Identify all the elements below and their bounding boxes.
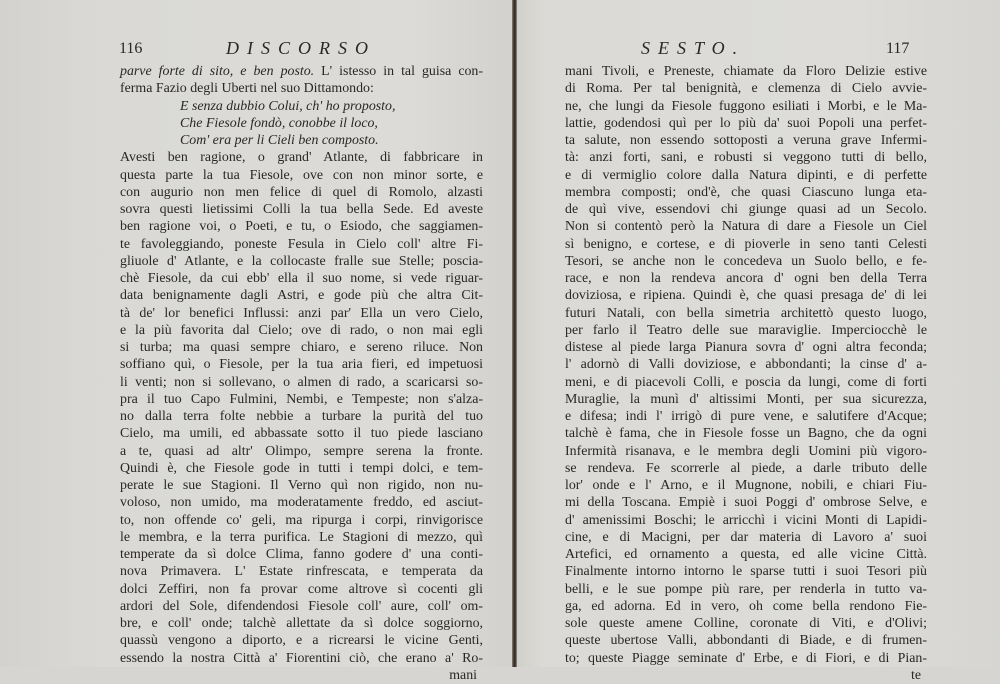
verse-line: E senza dubbio Colui, ch' ho proposto,: [180, 98, 396, 114]
text-line: e di vermiglio colore dalla Natura dipinti, e di perfette: [565, 167, 927, 183]
text-line: perate le sue Stagioni. Il Verno quì non rigido, non nu-: [120, 478, 483, 493]
text-line: mani Tivoli, e Preneste, chiamate da Floro Delizie estive: [565, 64, 927, 79]
text-line: li venti; non si sollevano, o almen di rado, a scaricarsi so-: [120, 374, 483, 390]
text-line: di Roma. Per tal benignità, e clemenza di Cielo avvie-: [565, 81, 927, 97]
verse-line: Com' era per li Cieli ben composto.: [180, 133, 379, 148]
text-line: tà de' lor benefici Influssi: anzi par' Ella un vero Cielo,: [120, 305, 483, 321]
text-line: de quì vive, essendovi chi giunge quasi ad un Secolo.: [565, 202, 927, 217]
text-line: lor' onde e l' Arno, e il Mugnone, nobili, e chiari Fiu-: [565, 478, 927, 493]
italic-quote: parve forte di sito, e ben posto.: [120, 64, 315, 79]
text-line: to; queste Piagge seminate d' Erbe, e di Fiori, e di Pian-: [565, 650, 927, 666]
left-page-body: [120, 63, 483, 684]
text-line: ben ragione voi, o Poeti, e tu, o Esiodo, che saggiamen-: [120, 219, 483, 235]
text-line: d' amenissimi Boschi; le arricchì i vicini Monti di Lapidi-: [565, 512, 927, 528]
text-line: voloso, non umido, ma moderatamente freddo, ed asciut-: [120, 495, 483, 511]
text-line: tà: anzi forti, sani, e robusti si veggono tutti di bello,: [565, 150, 927, 166]
text-line: nova Primavera. L' Estate rinfrescata, e temperata da: [120, 564, 483, 580]
text-line: [120, 63, 483, 80]
text-line: quassù vengono a diporto, e a ricrearsi le vicine Genti,: [120, 633, 483, 649]
running-head: DISCORSO: [226, 38, 376, 58]
text-line: a te, quasi ad altr' Olimpo, sempre serena la fronte.: [120, 443, 483, 459]
text-line: bre, e coll' onde; talchè allettate da sì dolce soggiorno,: [120, 616, 483, 631]
text-line: Cielo, ma umili, ed abbassate sotto il tuo piede lasciano: [120, 426, 483, 442]
right-page-body: [565, 63, 927, 684]
text-line: ne, che lungi da Fiesole fuggono esiliati i Morbi, e le Ma-: [565, 98, 927, 114]
text-line: sovra questi lietissimi Colli la tua bella Sede. Ed aveste: [120, 202, 483, 217]
text-span: L' istesso in tal guisa con-: [314, 64, 483, 79]
text-line: Tesori, se anche non le concedeva un Suolo bello, e fe-: [565, 253, 927, 269]
text-line: no dalla terra folte nebbie a turbare la purità del tuo: [120, 409, 483, 424]
text-line: sole queste amene Colline, coronate di Viti, e d'Olivi;: [565, 616, 927, 631]
text-line: Quindi è, che Fiesole gode in tutti i tempi dolci, e tem-: [120, 460, 483, 476]
text-line: se rendeva. Fe scorrerle al piede, a darle tributo delle: [565, 460, 927, 476]
text-line: ardori del Sole, difendendosi Fiesole coll' aure, coll' om-: [120, 598, 483, 614]
text-line: talchè è fama, che in Fiesole fosse un Bagno, che da ogni: [565, 426, 927, 442]
text-line: sì benigno, e cortese, e di pioverle in seno tanti Celesti: [565, 236, 927, 252]
book-gutter: [512, 0, 517, 667]
text-line: meni, e di piacevoli Colli, e poscia da lungi, come di forti: [565, 374, 927, 390]
text-line: con augurio non men felice di quel di Romolo, alzasti: [120, 184, 483, 200]
text-line: doviziosa, e ripiena. Quindi è, che quasi presaga de' di lei: [565, 288, 927, 304]
running-head: SESTO.: [641, 38, 746, 58]
text-line: race, e non la rendeva ancora d' ogni ben della Terra: [565, 271, 927, 286]
text-line: Infermità risanava, e le membra degli Uomini più vigoro-: [565, 443, 927, 459]
text-line: essendo la nostra Città a' Fiorentini ciò, che erano a' Ro-: [120, 650, 483, 666]
page-number: 116: [119, 40, 143, 57]
text-line: Non si contentò però la Natura di dare a Fiesole un Ciel: [565, 219, 927, 235]
page-number: 117: [886, 40, 910, 57]
text-line: ta salute, non essendo sottoposti a veruna grave Infermi-: [565, 133, 927, 148]
text-line: mi della Toscana. Empiè i suoi Poggi d' ombrose Selve, e: [565, 495, 927, 511]
text-line: cine, e di Macigni, per dar materia di Lavoro a' suoi: [565, 529, 927, 545]
text-line: e difesa; indi l' irrigò di pure vene, e salutifere d'Acque;: [565, 409, 927, 424]
right-page: [514, 0, 1000, 683]
text-line: ga, ed adorna. Ed in vero, oh come bella rendono Fie-: [565, 598, 927, 614]
verse-line: Che Fiesole fondò, conobbe il loco,: [180, 115, 378, 131]
text-line: data benignamente dagli Astri, e gode più che altra Cit-: [120, 288, 483, 304]
text-line: soffiano quì, o Fiesole, per la tua aria fieri, ed impetuosi: [120, 357, 483, 373]
text-line: to, non offende co' geli, ma ripurga i corpi, rinvigorisce: [120, 512, 483, 528]
catchword: mani: [449, 667, 477, 683]
text-line: pra il tuo Capo Fulmini, Nembi, e Tempeste; non s'alza-: [120, 391, 483, 407]
text-line: membra composti; ond'è, che quasi Ciascuno lunga eta-: [565, 184, 927, 200]
text-line: lattie, godendosi quì per lo più da' suoi Popoli una perfet-: [565, 115, 927, 131]
text-line: per farlo il Teatro delle sue maraviglie. Imperciocchè le: [565, 322, 927, 338]
text-line: te favoleggiando, poneste Fesula in Cielo coll' altre Fi-: [120, 236, 483, 252]
text-line: chè Fiesole, da cui ebb' ella il suo nome, si vede riguar-: [120, 271, 483, 286]
text-line: le membra, e la terra purifica. Le Stagioni di mezzo, quì: [120, 529, 483, 545]
text-line: distese al piede larga Pianura sovra d' ogni altra feconda;: [565, 340, 927, 355]
text-line: belli, e le sue pompe più rare, per renderla in tutto va-: [565, 581, 927, 597]
text-line: Avesti ben ragione, o grand' Atlante, di fabbricare in: [120, 150, 483, 166]
text-line: Muraglie, la munì d' altissimi Monti, per sua sicurezza,: [565, 391, 927, 407]
left-page-header: [0, 38, 514, 62]
text-line: queste ubertose Valli, abbondanti di Biade, e di frumen-: [565, 633, 927, 649]
text-line: gliuole d' Atlante, e la collocaste fralle sue Stelle; poscia-: [120, 253, 483, 269]
catchword: te: [910, 667, 921, 683]
text-line: questa parte la tua Fiesole, ove con non minor sorte, e: [120, 167, 483, 183]
text-line: temperate da sì dolce Clima, fanno godere d' una conti-: [120, 547, 483, 562]
text-line: ferma Fazio degli Uberti nel suo Dittamondo:: [120, 81, 374, 97]
right-page-header: [514, 38, 1000, 62]
text-line: Finalmente intorno intorno le sparse tutti i suoi Tesori più: [565, 564, 927, 580]
text-line: Artefici, ed ornamento a questa, ed alle vicine Città.: [565, 547, 927, 562]
text-line: l' adornò di Valli doviziose, e abbondanti; la cinse d' a-: [565, 357, 927, 373]
text-line: e la più favorita dal Cielo; ove di rado, o non mai egli: [120, 322, 483, 338]
text-line: futuri Natali, con bella simetria architettò questo luogo,: [565, 305, 927, 321]
text-line: dolci Zeffiri, non fa provar come altrove sì cocenti gli: [120, 581, 483, 597]
text-line: si turba; ma quasi sempre chiaro, e sereno riluce. Non: [120, 340, 483, 355]
